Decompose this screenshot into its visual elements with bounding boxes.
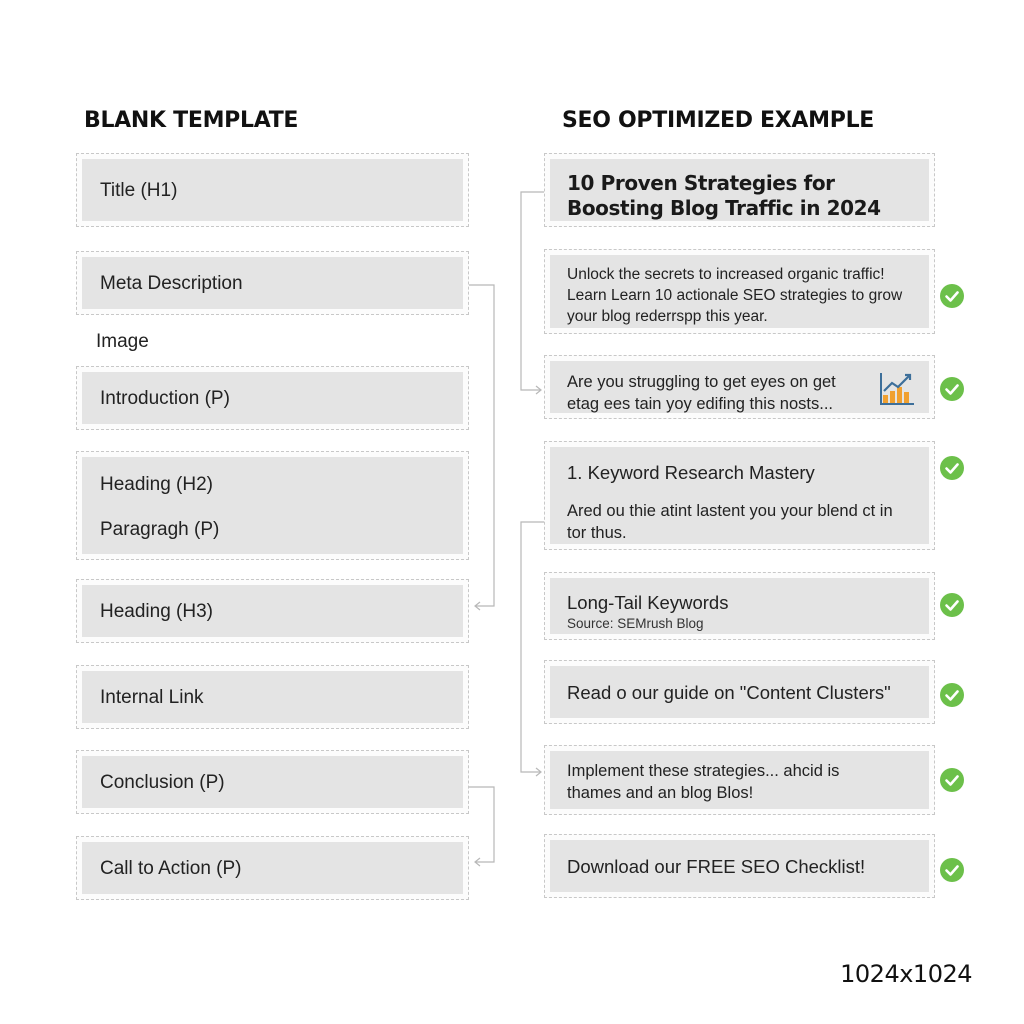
example-h2-heading: 1. Keyword Research Mastery [567, 462, 815, 483]
dimensions-label: 1024x1024 [840, 960, 972, 988]
seo-example-title: SEO OPTIMIZED EXAMPLE [562, 108, 875, 133]
template-link-label: Internal Link [100, 687, 204, 708]
example-h3-source: Source: SEMrush Blog [567, 616, 704, 631]
example-cta-text[interactable]: Download our FREE SEO Checklist! [567, 856, 866, 877]
template-h3-label: Heading (H3) [100, 601, 213, 622]
template-intro-label: Introduction (P) [100, 388, 230, 409]
example-link-text[interactable]: Read o our guide on "Content Clusters" [567, 682, 891, 703]
example-h2-paragraph: Ared ou thie atint lastent you your blend ct in tor thus. [567, 502, 893, 542]
template-title-label: Title (H1) [100, 180, 178, 201]
template-meta-label: Meta Description [100, 273, 243, 294]
connector-title-to-intro [521, 192, 544, 390]
example-h3-heading: Long-Tail Keywords [567, 592, 729, 613]
example-headline: 10 Proven Strategies for Boosting Blog Traffic in 2024 [567, 171, 881, 220]
connector-meta-to-h3 [469, 285, 494, 606]
template-image-label: Image [96, 331, 149, 352]
example-meta-text: Unlock the secrets to increased organic traffic! Learn Learn 10 actionale SEO strategies to grow your blog rederrspp this year. [567, 266, 903, 325]
template-paragraph-label: Paragragh (P) [100, 519, 220, 540]
template-conclusion-label: Conclusion (P) [100, 772, 225, 793]
connector-h2-to-conclusion [521, 522, 544, 772]
template-cta-label: Call to Action (P) [100, 858, 242, 879]
connector-conclusion-to-cta [469, 787, 494, 862]
example-conclusion-text: Implement these strategies... ahcid is thames and an blog Blos! [567, 762, 840, 802]
example-intro-text: Are you struggling to get eyes on get etag ees tain yoy edifing this nosts... [567, 373, 836, 413]
template-h2-label: Heading (H2) [100, 474, 213, 495]
blank-template-title: BLANK TEMPLATE [84, 108, 299, 133]
